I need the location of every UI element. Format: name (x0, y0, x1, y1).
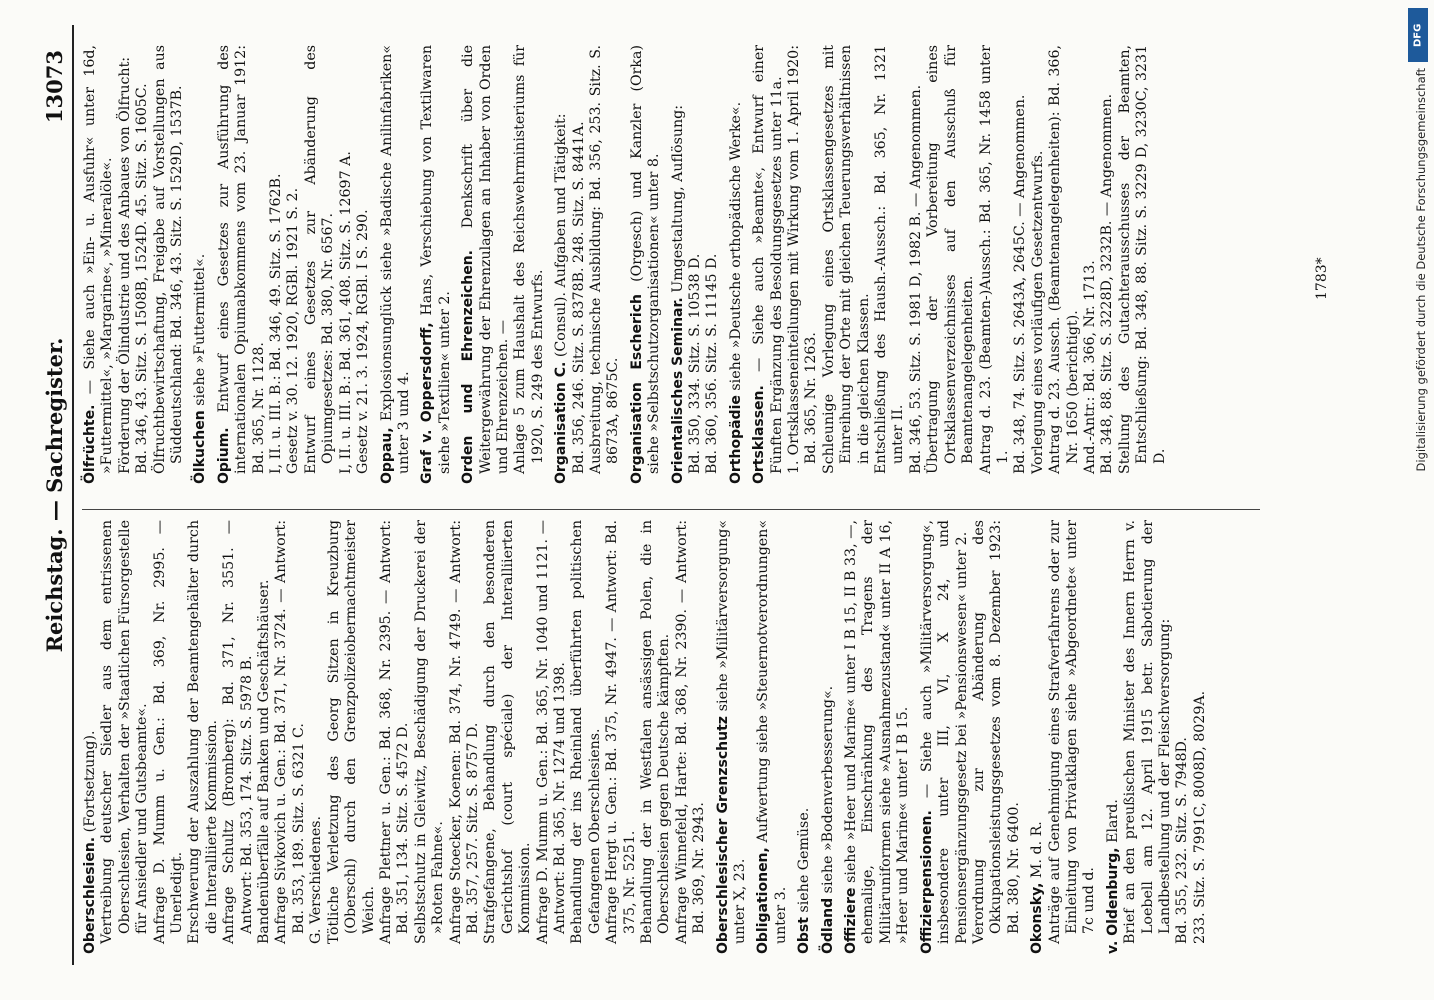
entry-text: Anfrage D. Mumm u. Gen.: Bd. 365, Nr. 1040 und 1121. — Antwort: Bd. 365, Nr. 1274 und 1398. (534, 520, 568, 944)
entry-heading: Orden und Ehrenzeichen. (460, 250, 477, 484)
entry-text: And.-Antr.: Bd. 366, Nr. 1713. (1081, 260, 1098, 474)
entry-first-line (379, 45, 414, 490)
entry-line (338, 45, 355, 490)
entry-text: Selbstschutz in Gleiwitz, Beschädigung der Druckerei der »Roten Fahne«. (412, 520, 447, 944)
entry-text: Bd. 350, 334. Sitz. S. 10538 D. (687, 253, 703, 474)
entry-line (134, 45, 151, 490)
entry-heading: Offizierpensionen. (918, 810, 935, 954)
entry-text: Anfrage Sivkovich u. Gen.: Bd. 371, Nr. 3724. — Antwort: Bd. 353, 189. Sitz. S. 6321 C. (273, 520, 307, 944)
entry-text: Anfrage D. Mumm u. Gen.: Bd. 369, Nr. 2995. — Unerledigt. (151, 520, 186, 944)
entry-line (1047, 45, 1082, 490)
right-column (82, 45, 1270, 490)
entry-text: (Orgesch) und Kanzler (Orka) siehe »Selbstschutzorganisationen« unter 8. (628, 45, 663, 474)
entry-text: Explosionsunglück siehe »Badische Anilinfabriken« unter 3 und 4. (378, 45, 412, 474)
entry-first-line (216, 45, 268, 490)
entry-line (99, 520, 151, 960)
entry-first-line (843, 520, 913, 960)
entry-first-line (919, 520, 971, 960)
entry-line (1012, 45, 1029, 490)
entry-first-line (460, 45, 512, 490)
entry-line (221, 520, 256, 960)
entry-first-line (553, 45, 570, 490)
entry-heading: Okonsky, (1029, 882, 1046, 954)
register-entry (796, 520, 813, 960)
entry-heading: Obligationen, (755, 847, 772, 954)
entry-line (674, 520, 709, 960)
entry-first-line (82, 45, 117, 490)
entry-text: Denkschrift über die Weitergewährung der Ehrenzulagen an Inhaber von Orden und Ehrenzeichen. — (460, 45, 511, 474)
entry-text: siehe Gemüse. (796, 807, 813, 913)
entry-text: Strafgefangene, Behandlung durch den besonderen Gerichtshof (court spéciale) der Interalliierten Kommission. (482, 520, 534, 944)
register-entry (1105, 520, 1209, 960)
entry-first-line (82, 520, 99, 960)
entry-text: Entwurf eines Gesetzes zur Ausführung des internationalen Opiumabkommens vom 23. Januar 1912: Bd. 365, Nr. 1128. (215, 45, 267, 474)
entry-heading: Oberschlesischer Grenzschutz (714, 716, 731, 954)
entry-line (1082, 45, 1099, 490)
entry-line (512, 45, 547, 490)
entry-text: Förderung der Ölindustrie und des Anbaues von Ölfrucht: (116, 56, 133, 474)
header-rule (72, 25, 74, 965)
entry-text: Anfrage Winnefeld, Harte: Bd. 368, Nr. 2390. — Antwort: Bd. 369, Nr. 2943. (673, 520, 708, 944)
register-entry (82, 520, 709, 960)
entry-text: Vertreibung deutscher Siedler aus dem entrissenen Oberschlesien, Verhalten der »Staatlichen Fürsorgestelle für Ansiedler und Gutsbeamte«. (99, 520, 151, 944)
column-divider (82, 509, 1260, 510)
register-entry (629, 45, 664, 490)
entry-heading: Graf v. Oppersdorff, (419, 322, 436, 484)
entry-text: Umgestaltung, Auflösung: (669, 105, 686, 293)
entry-first-line (1105, 520, 1122, 960)
entry-text: Verordnung zur Abänderung des Okkupationsleistungsgesetzes vom 8. Dezember 1923: Bd. 380, Nr. 6400. (970, 520, 1022, 944)
entry-line (1099, 45, 1116, 490)
entry-line (873, 45, 908, 490)
entry-line (152, 45, 187, 490)
entry-line (448, 520, 483, 960)
dfg-credit-text: Digitalisierung gefördert durch die Deutsche Forschungsgemeinschaft (1414, 68, 1428, 472)
register-entry (553, 45, 623, 490)
entry-first-line (670, 45, 687, 490)
entry-text: Bd. 348, 74. Sitz. S. 2643A, 2645C. — Angenommen. (1012, 94, 1029, 474)
entry-text: Anfrage Stoecker, Koenen: Bd. 374, Nr. 4749. — Antwort: Bd. 357, 257. Sitz. S. 8757 D. (447, 520, 481, 944)
entry-text: — Siehe auch »Militärversorgung«, insbesondere unter III, VI, X 24, und Pensionsergänzungsgesetz bei »Pensionswesen« unter 2. (918, 520, 970, 944)
entry-line (268, 45, 285, 490)
register-entry (715, 520, 750, 960)
left-column (82, 520, 1270, 960)
entry-line (821, 45, 873, 490)
entry-heading: v. Oldenburg, (1104, 847, 1121, 954)
entry-text: Vorlegung eines vorläufigen Gesetzentwurfs. (1029, 150, 1046, 474)
entry-text: Antrag d. 23. Aussch. (Beamtenangelegenheiten): Bd. 366, Nr. 1650 (berichtigt). (1047, 45, 1081, 474)
footer-signature: 1783* (1314, 257, 1330, 300)
entry-line (186, 520, 221, 960)
entry-text: Bd. 346, 53. Sitz. S. 1981 D, 1982 B. — Angenommen. (907, 84, 924, 474)
entry-text: Anfrage Plettner u. Gen.: Bd. 368, Nr. 2395. — Antwort: Bd. 351, 134. Sitz. S. 4572 D. (377, 520, 412, 944)
entry-line (285, 45, 302, 490)
entry-line (1047, 520, 1099, 960)
entry-line (1117, 45, 1169, 490)
entry-text: siehe »Militärversorgung« unter X, 23. (714, 520, 749, 944)
entry-text: Erschwerung der Auszahlung der Beamtengehälter durch die Interalliierte Kommission. (186, 520, 220, 944)
entry-text: siehe »Heer und Marine« unter I B 15, II B 33, —, ehemalige, Einschränkung des Tragens der Militäruniformen siehe »Ausnahmezustand« unter II A 16, »Heer und Marine« unter I B 15. (843, 520, 912, 944)
entry-text: — Siehe auch »Beamte«, Entwurf einer Fünften Ergänzung des Besoldungsgesetzes unter 11a. (751, 45, 785, 474)
entry-line (273, 520, 308, 960)
entry-line (687, 45, 704, 490)
entry-text: Bandenüberfälle auf Banken und Geschäftshäuser. (256, 579, 273, 944)
register-entry (755, 520, 790, 960)
entry-line (786, 45, 821, 490)
entry-text: Tötliche Verletzung des Georg Sitzen in Kreuzburg (Oberschl) durch den Grenzpolizeiobermachtmeister Weich. (325, 520, 377, 944)
entry-heading: Ölfrüchte. (82, 404, 98, 484)
entry-text: Gesetz v. 21. 3. 1924, RGBl. I S. 290. (355, 209, 372, 474)
entry-line (256, 520, 273, 960)
entry-text: Entwurf eines Gesetzes zur Abänderung des Opiumgesetzes: Bd. 380, Nr. 6567. (302, 45, 337, 474)
entry-line (117, 45, 134, 490)
entry-heading: Obst (796, 917, 813, 954)
entry-heading: Oberschlesien. (82, 836, 98, 954)
entry-text: 1. Ortsklasseneinteilungen mit Wirkung vom 1. April 1920: Bd. 365, Nr. 1263. (786, 45, 820, 474)
entry-line (978, 45, 1013, 490)
entry-first-line (629, 45, 664, 490)
entry-first-line (751, 45, 786, 490)
entry-text: I, II. u. III. B.: Bd. 346, 49. Sitz. S. 1762B. (268, 173, 285, 474)
entry-heading: Oppau, (378, 427, 395, 484)
register-entry (751, 45, 1169, 490)
entry-line (1174, 520, 1191, 960)
entry-line (571, 45, 588, 490)
register-entry (919, 520, 1023, 960)
entry-text: Bd. 346, 43. Sitz. S. 1508B, 1524D. 45. Sitz. S. 1605C. (134, 83, 151, 474)
page-number: 13073 (42, 50, 67, 124)
entry-text: Schleunige Vorlegung eines Ortsklassengesetzes mit Einreihung der Orte mit gleichen Teuerungsverhältnissen in die gleichen Klassen. (820, 45, 872, 474)
entry-text: Antrag d. 23. (Beamten-)Aussch.: Bd. 365, Nr. 1458 unter 1. (977, 45, 1011, 474)
register-entry (820, 520, 837, 960)
entry-text: siehe »Deutsche orthopädische Werke«. (727, 101, 744, 391)
entry-text: Gesetz v. 30. 12. 1920, RGBl. 1921 S. 2. (285, 187, 302, 474)
entry-line (1192, 520, 1209, 960)
entry-text: I, II. u. III. B.: Bd. 361, 408. Sitz. S. 12697 A. (337, 151, 354, 474)
entry-line (925, 45, 977, 490)
entry-line (303, 45, 338, 490)
entry-text: Entschließung des Haush.-Aussch.: Bd. 365, Nr. 1321 unter II. (873, 45, 907, 474)
entry-first-line (728, 45, 745, 490)
register-entry (460, 45, 547, 490)
entry-line (535, 520, 570, 960)
entry-text: Anfrage Schultz (Bromberg): Bd. 371, Nr. 3551. — Antwort: Bd. 353, 174. Sitz. S. 5978 B. (221, 520, 255, 944)
running-header (20, 30, 70, 960)
entry-first-line (715, 520, 750, 960)
entry-text: Ausbreitung, technische Ausbildung: Bd. 356, 253. Sitz. S. 8673A, 8675C. (587, 45, 622, 474)
entry-heading: Offiziere (843, 887, 860, 954)
register-entry (82, 45, 186, 490)
entry-text: (Consul). Aufgaben und Tätigkeit: (553, 113, 570, 358)
entry-heading: Ödland (819, 897, 836, 954)
entry-line (908, 45, 925, 490)
entry-first-line (796, 520, 813, 960)
register-entry (728, 45, 745, 490)
entry-text: Behandlung der ins Rheinland überführten politischen Gefangenen Oberschlesiens. (569, 520, 603, 944)
entry-text: Bd. 360, 356. Sitz. S. 11145 D. (704, 253, 721, 474)
entry-line (482, 520, 534, 960)
entry-text: siehe »Futtermittel«. (192, 253, 209, 406)
entry-text: Anfrage Hergt u. Gen.: Bd. 375, Nr. 4947. — Antwort: Bd. 375, Nr. 5251. (604, 520, 638, 944)
entry-text: Behandlung der in Westfalen ansässigen Polen, die in Oberschlesien gegen Deutsche kämpften. (639, 520, 673, 944)
entry-first-line (755, 520, 790, 960)
entry-line (971, 520, 1023, 960)
entry-text: 233. Sitz. S. 7991C, 8008D, 8029A. (1191, 690, 1208, 944)
dfg-badge: DFG (1408, 8, 1428, 62)
entry-text: Stellung des Gutachterausschusses der Beamten, Entschließung: Bd. 348, 88. Sitz. S. 3229 D, 3230C, 3231 D. (1116, 45, 1168, 474)
entry-first-line (419, 45, 454, 490)
entry-text: Bd. 348, 88. Sitz. S. 3228D, 3232B. — Angenommen. (1099, 93, 1116, 474)
entry-line (704, 45, 721, 490)
dfg-sidebar (1404, 8, 1430, 993)
entry-line (588, 45, 623, 490)
entry-heading: Organisation C. (553, 361, 570, 484)
entry-line (355, 45, 372, 490)
entry-line (413, 520, 448, 960)
entry-heading: Ölkuchen (192, 410, 209, 484)
entry-text: Bd. 355, 232. Sitz. S. 7948D. (1174, 737, 1191, 944)
entry-line (569, 520, 604, 960)
entry-text: Brief an den preußischen Minister des Innern Herrn v. Loebell am 12. April 1915 betr. Sabotierung der Landbestellung und der Fleischversorgung: (1122, 520, 1173, 944)
entry-first-line (192, 45, 209, 490)
entry-first-line (820, 520, 837, 960)
entry-text: Elard. (1104, 799, 1121, 843)
entry-heading: Organisation Escherich (628, 294, 645, 484)
entry-line (1030, 45, 1047, 490)
entry-first-line (1029, 520, 1046, 960)
entry-text: M. d. R. (1029, 821, 1046, 879)
entry-line (326, 520, 378, 960)
entry-text: Anträge auf Genehmigung eines Strafverfahrens oder zur Einleitung von Privatklagen siehe »Abgeordnete« unter 7c und d. (1046, 520, 1098, 944)
register-entry (843, 520, 913, 960)
entry-text: G. Verschiedenes. (308, 815, 325, 944)
header-title: Reichstag. — Sachregister. (42, 337, 67, 653)
entry-heading: Orientalisches Seminar. (669, 297, 686, 484)
entry-text: Hans, Verschiebung von Textilwaren siehe »Textilien« unter 2. (419, 45, 453, 474)
entry-text: — Siehe auch »Ein- u. Ausfuhr« unter 16d, »Futtermittel«, »Margarine«, »Mineralöle«. (82, 45, 116, 474)
entry-text: Aufwertung siehe »Steuernotverordnungen« unter 3. (755, 520, 789, 944)
entry-text: Übertragung der Vorbereitung eines Ortsklassenverzeichnisses auf den Ausschuß für Beamtenangelegenheiten. (925, 45, 977, 474)
register-entry (419, 45, 454, 490)
entry-heading: Orthopädie (727, 395, 744, 484)
entry-line (308, 520, 325, 960)
entry-line (604, 520, 639, 960)
entry-line (1122, 520, 1174, 960)
entry-text: Bd. 356, 246. Sitz. S. 8378B. 248. Sitz. S. 8441A. (570, 121, 587, 474)
entry-line (152, 520, 187, 960)
entry-line (639, 520, 674, 960)
register-entry (1029, 520, 1099, 960)
entry-heading: Opium. (215, 427, 232, 484)
register-entry (192, 45, 209, 490)
entry-line (378, 520, 413, 960)
entry-heading: Ortsklassen. (751, 385, 768, 484)
register-entry (216, 45, 373, 490)
entry-text: siehe »Bodenverbesserung«. (819, 685, 836, 894)
entry-text: Ölfruchtbewirtschaftung, Freigabe auf Vorstellungen aus Süddeutschland: Bd. 346, 43. Sitz. S. 1529D, 1537B. (151, 45, 186, 474)
register-entry (670, 45, 722, 490)
register-entry (379, 45, 414, 490)
entry-text: Anlage 5 zum Haushalt des Reichswehrministeriums für 1920, S. 249 des Entwurfs. (512, 45, 546, 474)
entry-text: (Fortsetzung). (82, 730, 98, 833)
